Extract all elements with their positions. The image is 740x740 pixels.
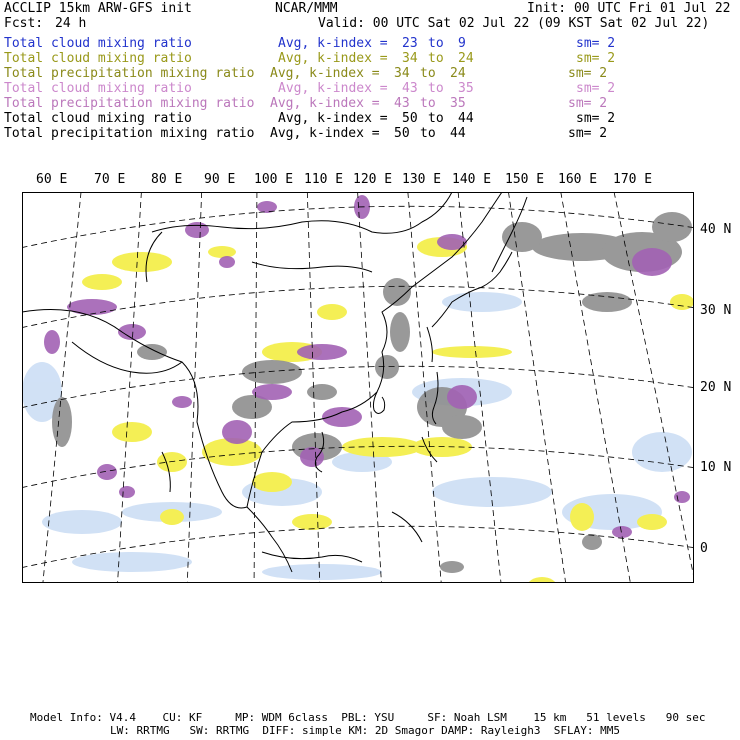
lat-label: 10 N <box>700 460 732 475</box>
lon-label: 120 E <box>353 172 393 187</box>
legend-k-end: 35 <box>458 81 474 96</box>
legend-to: to <box>428 36 444 51</box>
lon-label: 70 E <box>94 172 126 187</box>
lat-label: 20 N <box>700 380 732 395</box>
legend-k-end: 44 <box>458 111 474 126</box>
legend-to: to <box>420 126 436 141</box>
legend-avg: Avg, k-index = <box>278 51 388 66</box>
legend-smoothing: sm= 2 <box>576 36 616 51</box>
legend-field: Total precipitation mixing ratio <box>4 126 255 141</box>
legend-smoothing: sm= 2 <box>568 66 608 81</box>
lon-label: 110 E <box>304 172 344 187</box>
legend-field: Total cloud mixing ratio <box>4 51 192 66</box>
legend-field: Total precipitation mixing ratio <box>4 66 255 81</box>
legend-smoothing: sm= 2 <box>568 126 608 141</box>
legend-k-start: 50 <box>402 111 418 126</box>
lat-label: 0 <box>700 541 708 556</box>
forecast-label: Fcst: <box>4 16 44 31</box>
forecast-map <box>22 192 694 583</box>
legend-to: to <box>420 96 436 111</box>
lat-label: 30 N <box>700 303 732 318</box>
legend-k-start: 43 <box>402 81 418 96</box>
legend-smoothing: sm= 2 <box>576 81 616 96</box>
lon-label: 130 E <box>402 172 442 187</box>
model-info-line2: LW: RRTMG SW: RRTMG DIFF: simple KM: 2D Smagor DAMP: Rayleigh3 SFLAY: MM5 <box>110 724 620 737</box>
legend-k-end: 44 <box>450 126 466 141</box>
lon-label: 160 E <box>558 172 598 187</box>
legend-k-end: 24 <box>450 66 466 81</box>
legend-k-end: 35 <box>450 96 466 111</box>
lon-label: 90 E <box>204 172 236 187</box>
init-time: Init: 00 UTC Fri 01 Jul 22 <box>527 1 731 16</box>
legend-field: Total cloud mixing ratio <box>4 81 192 96</box>
legend-k-end: 24 <box>458 51 474 66</box>
lon-label: 100 E <box>254 172 294 187</box>
legend-smoothing: sm= 2 <box>576 111 616 126</box>
legend-smoothing: sm= 2 <box>568 96 608 111</box>
legend-avg: Avg, k-index = <box>278 81 388 96</box>
legend-k-start: 23 <box>402 36 418 51</box>
lon-label: 80 E <box>151 172 183 187</box>
legend-k-start: 43 <box>394 96 410 111</box>
model-title: ACCLIP 15km ARW-GFS init <box>4 1 192 16</box>
lon-label: 60 E <box>36 172 68 187</box>
legend-to: to <box>428 111 444 126</box>
lon-label: 140 E <box>452 172 492 187</box>
legend-field: Total precipitation mixing ratio <box>4 96 255 111</box>
legend-field: Total cloud mixing ratio <box>4 36 192 51</box>
legend-k-start: 34 <box>402 51 418 66</box>
legend-to: to <box>428 51 444 66</box>
legend-k-start: 50 <box>394 126 410 141</box>
legend-to: to <box>420 66 436 81</box>
legend-field: Total cloud mixing ratio <box>4 111 192 126</box>
legend-avg: Avg, k-index = <box>270 96 380 111</box>
legend-k-start: 34 <box>394 66 410 81</box>
legend-avg: Avg, k-index = <box>278 111 388 126</box>
legend-to: to <box>428 81 444 96</box>
legend-k-end: 9 <box>458 36 466 51</box>
legend-avg: Avg, k-index = <box>270 66 380 81</box>
lon-label: 150 E <box>505 172 545 187</box>
legend-avg: Avg, k-index = <box>270 126 380 141</box>
org-label: NCAR/MMM <box>275 1 338 16</box>
lat-label: 40 N <box>700 222 732 237</box>
valid-time: Valid: 00 UTC Sat 02 Jul 22 (09 KST Sat 02 Jul 22) <box>318 16 710 31</box>
lon-label: 170 E <box>613 172 653 187</box>
forecast-hours: 24 h <box>55 16 87 31</box>
model-info-line1: Model Info: V4.4 CU: KF MP: WDM 6class PBL: YSU SF: Noah LSM 15 km 51 levels 90 sec <box>30 711 706 724</box>
legend-avg: Avg, k-index = <box>278 36 388 51</box>
legend-smoothing: sm= 2 <box>576 51 616 66</box>
